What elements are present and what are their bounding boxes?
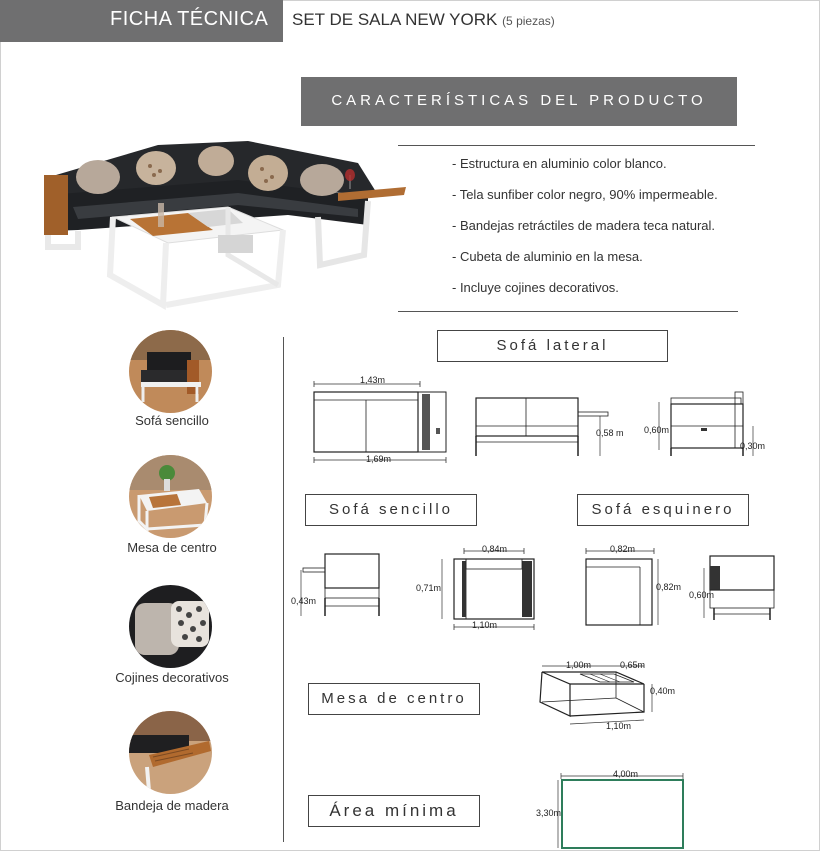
feature-item: - Cubeta de aluminio en la mesa. <box>452 249 643 264</box>
thumb-cojines <box>129 585 212 668</box>
thumb-label: Sofá sencillo <box>135 413 209 428</box>
thumb-label: Bandeja de madera <box>115 798 229 813</box>
thumb-label: Mesa de centro <box>127 540 217 555</box>
dim-lateral-bottom-width: 1,69m <box>366 454 392 464</box>
dim-lateral-top-width: 1,43m <box>360 375 386 385</box>
sofa-sencillo-photo <box>129 330 212 413</box>
hero-product-image <box>38 135 410 310</box>
area-minima-drawing <box>555 770 690 850</box>
product-title <box>292 10 555 30</box>
dim-esquinero-side-height: 0,60m <box>689 590 715 600</box>
dim-lateral-front-height: 0,58 m <box>596 428 624 438</box>
feature-item: - Bandejas retráctiles de madera teca natural. <box>452 218 716 233</box>
dim-lateral-seat-height: 0,30m <box>740 441 766 451</box>
features-top-rule <box>398 145 755 146</box>
section-sofa-lateral: Sofá lateral <box>437 330 668 362</box>
thumb-sofa-sencillo <box>129 330 212 413</box>
section-sofa-sencillo: Sofá sencillo <box>305 494 477 526</box>
dim-esquinero-depth: 0,82m <box>656 582 682 592</box>
dim-esquinero-top-width: 0,82m <box>610 544 636 554</box>
product-name: SET DE SALA NEW YORK <box>292 10 498 29</box>
dim-sencillo-front-height: 0,43m <box>291 596 317 606</box>
feature-item: - Tela sunfiber color negro, 90% impermeable. <box>452 187 718 202</box>
dim-mesa-width: 0,65m <box>620 660 646 670</box>
dim-sencillo-bottom-width: 1,10m <box>472 620 498 630</box>
sofa-lateral-front-view <box>470 392 620 462</box>
sofa-esquinero-top-view <box>582 545 662 635</box>
dim-mesa-height: 0,40m <box>650 686 676 696</box>
ficha-header-bar <box>0 0 283 42</box>
feature-item: - Estructura en aluminio color blanco. <box>452 156 667 171</box>
features-bottom-rule <box>398 311 738 312</box>
thumb-label: Cojines decorativos <box>115 670 229 685</box>
pieces-note: (5 piezas) <box>502 14 555 28</box>
ficha-title: FICHA TÉCNICA <box>110 8 269 30</box>
section-mesa-centro: Mesa de centro <box>308 683 480 715</box>
section-sofa-esquinero: Sofá esquinero <box>577 494 749 526</box>
characteristics-header <box>301 77 737 126</box>
dim-area-depth: 3,30m <box>536 808 562 818</box>
mesa-centro-photo <box>129 455 212 538</box>
dim-lateral-side-height: 0,60m <box>644 425 670 435</box>
thumb-mesa-centro <box>129 455 212 538</box>
dim-mesa-length: 1,00m <box>566 660 592 670</box>
dim-area-width: 4,00m <box>613 769 639 779</box>
vertical-divider <box>283 337 284 842</box>
sofa-sencillo-front-view <box>293 548 393 628</box>
cojines-photo <box>129 585 212 668</box>
feature-item: - Incluye cojines decorativos. <box>452 280 619 295</box>
dim-mesa-extended: 1,10m <box>606 721 632 731</box>
section-area-minima: Área mínima <box>308 795 480 827</box>
dim-sencillo-top-width: 0,84m <box>482 544 508 554</box>
dim-sencillo-side-height: 0,71m <box>416 583 442 593</box>
thumb-bandeja <box>129 711 212 794</box>
characteristics-title: CARACTERÍSTICAS DEL PRODUCTO <box>331 92 707 109</box>
features-list <box>452 155 718 310</box>
bandeja-photo <box>129 711 212 794</box>
